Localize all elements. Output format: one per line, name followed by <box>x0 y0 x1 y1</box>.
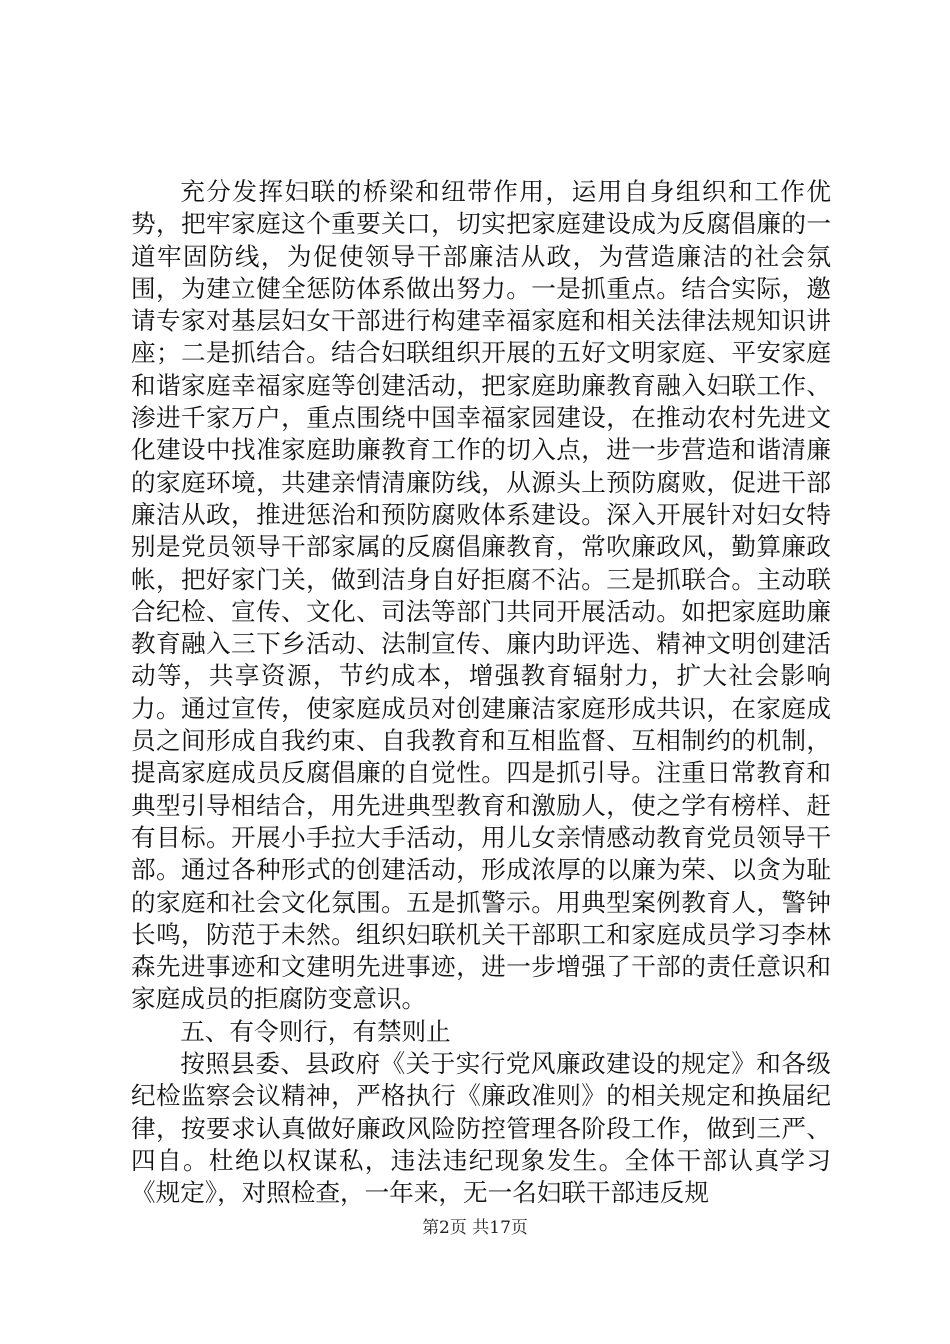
section-heading: 五、有令则行，有禁则止 <box>180 1016 451 1046</box>
document-body <box>131 176 831 1210</box>
body-paragraph: 充分发挥妇联的桥梁和纽带作用，运用自身组织和工作优势，把牢家庭这个重要关口，切实把家庭建设成为反腐倡廉的一道牢固防线，为促使领导干部廉洁从政，为营造廉洁的社会氛围，为建立健全惩防体系做出努力。一是抓重点。结合实际，邀请专家对基层妇女干部进行构建幸福家庭和相关法律法规知识讲座；二是抓结合。结合妇联组织开展的五好文明家庭、平安家庭和谐家庭幸福家庭等创建活动，把家庭助廉教育融入妇联工作、渗进千家万户，重点围绕中国幸福家园建设，在推动农村先进文化建设中找准家庭助廉教育工作的切入点，进一步营造和谐清廉的家庭环境，共建亲情清廉防线，从源头上预防腐败，促进干部廉洁从政，推进惩治和预防腐败体系建设。深入开展针对妇女特别是党员领导干部家属的反腐倡廉教育，常吹廉政风，勤算廉政帐，把好家门关，做到洁身自好拒腐不沾。三是抓联合。主动联合纪检、宣传、文化、司法等部门共同开展活动。如把家庭助廉教育融入三下乡活动、法制宣传、廉内助评选、精神文明创建活动等，共享资源，节约成本，增强教育辐射力，扩大社会影响力。通过宣传，使家庭成员对创建廉洁家庭形成共识，在家庭成员之间形成自我约束、自我教育和互相监督、互相制约的机制，提高家庭成员反腐倡廉的自觉性。四是抓引导。注重日常教育和典型引导相结合，用先进典型教育和激励人，使之学有榜样、赶有目标。开展小手拉大手活动，用儿女亲情感动教育党员领导干部。通过各种形式的创建活动，形成浓厚的以廉为荣、以贪为耻的家庭和社会文化氛围。五是抓警示。用典型案例教育人，警钟长鸣，防范于未然。组织妇联机关干部职工和家庭成员学习李林森先进事迹和文建明先进事迹，进一步增强了干部的责任意识和家庭成员的拒腐防变意识。 <box>131 177 831 1014</box>
page-footer: 第2页 共17页 <box>422 1218 528 1238</box>
section-paragraph: 按照县委、县政府《关于实行党风廉政建设的规定》和各级纪检监察会议精神，严格执行《廉政准则》的相关规定和换届纪律，按要求认真做好廉政风险防控管理各阶段工作，做到三严、四自。杜绝以权谋私，违法违纪现象发生。全体干部认真学习《规定》，对照检查，一年来，无一名妇联干部违反规 <box>131 1049 831 1208</box>
